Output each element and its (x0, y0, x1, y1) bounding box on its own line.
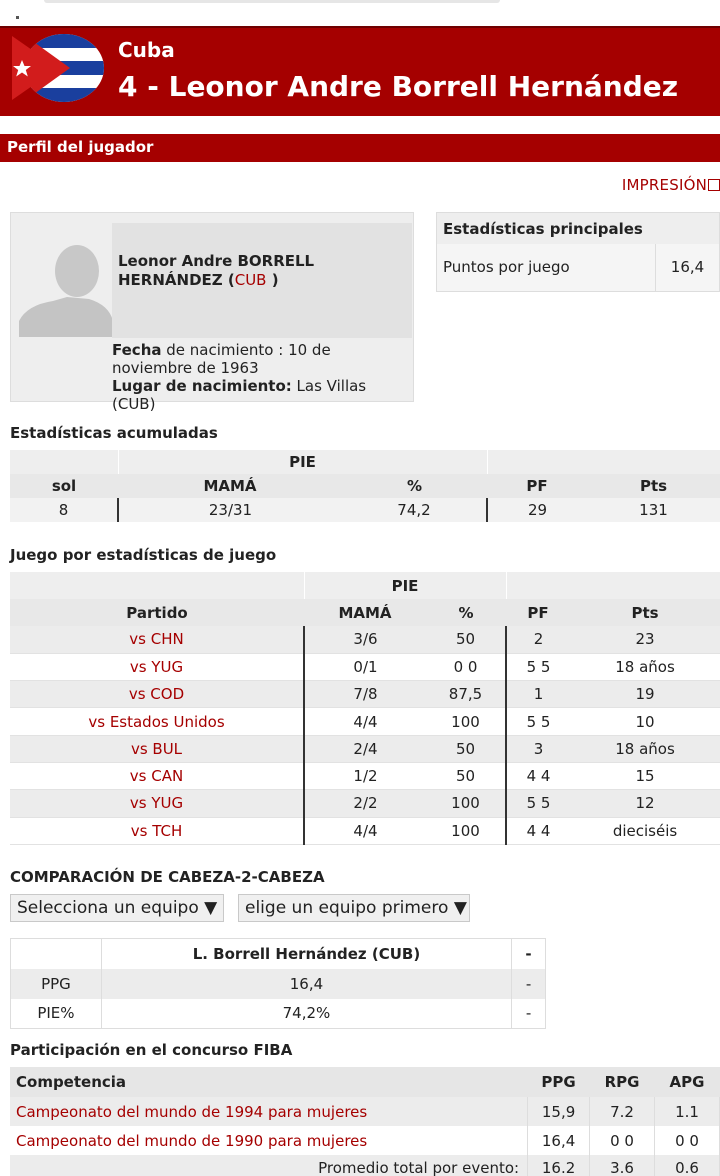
cell: 4 4 (506, 817, 570, 844)
indicator-dot (16, 16, 19, 19)
player-title: 4 - Leonor Andre Borrell Hernández (118, 70, 679, 103)
birth-place (112, 377, 410, 413)
cell: 15,9 (528, 1097, 590, 1126)
cell: 5 5 (506, 653, 570, 680)
competition-link[interactable]: Campeonato del mundo de 1990 para mujeres (10, 1126, 528, 1155)
cell: 4 4 (506, 762, 570, 789)
pg-group-blank2 (506, 572, 720, 599)
cell: 50 (426, 626, 506, 653)
birth-text: de nacimiento : 10 de noviembre de 1963 (112, 341, 331, 377)
cell: dieciséis (570, 817, 720, 844)
place-value: Las Villas (CUB) (112, 377, 367, 413)
team-select-1[interactable] (10, 894, 224, 922)
fiba-header: APG (655, 1067, 720, 1097)
main-stats-title: Estadísticas principales (437, 213, 719, 244)
cum-value: 23/31 (118, 498, 342, 522)
cell: 2 (506, 626, 570, 653)
cell: 15 (570, 762, 720, 789)
cum-value: 131 (587, 498, 720, 522)
player-full-name (118, 252, 404, 290)
table-row-total (10, 1155, 720, 1176)
cell: - (512, 969, 546, 999)
print-link[interactable] (622, 176, 720, 194)
team-select-1-label: Selecciona un equipo (17, 898, 199, 918)
cell: 7/8 (304, 681, 426, 708)
cell: 5 5 (506, 790, 570, 817)
cell: 3/6 (304, 626, 426, 653)
cell: 10 (570, 708, 720, 735)
section-bar: Perfil del jugador (0, 134, 720, 162)
cell: 1.1 (655, 1097, 720, 1126)
cell: 18 años (570, 735, 720, 762)
cell: - (512, 999, 546, 1029)
cell: 16.2 (528, 1155, 590, 1176)
print-icon (708, 179, 720, 191)
table-row (11, 999, 546, 1029)
per-game-title: Juego por estadísticas de juego (10, 546, 277, 564)
h2h-title: COMPARACIÓN DE CABEZA-2-CABEZA (10, 868, 325, 886)
pg-group-blank (10, 572, 304, 599)
pg-header: % (426, 599, 506, 626)
fiba-header: RPG (590, 1067, 655, 1097)
cell: 50 (426, 762, 506, 789)
h2h-player-header: L. Borrell Hernández (CUB) (101, 939, 511, 969)
cum-group-blank (10, 450, 118, 474)
player-name-box (112, 223, 412, 338)
table-row (10, 1126, 720, 1155)
cell: 1/2 (304, 762, 426, 789)
main-stats-box (436, 212, 720, 292)
cell: 16,4 (101, 969, 511, 999)
h2h-other-header: - (512, 939, 546, 969)
cum-group-blank2 (487, 450, 720, 474)
avatar-placeholder-icon (19, 225, 113, 337)
cell: 4/4 (304, 817, 426, 844)
place-label: Lugar de nacimiento: (112, 377, 292, 395)
cumulative-title: Estadísticas acumuladas (10, 424, 218, 442)
cell: 2/4 (304, 735, 426, 762)
table-row (10, 626, 720, 653)
table-row (10, 653, 720, 680)
cell: 1 (506, 681, 570, 708)
cell: 7.2 (590, 1097, 655, 1126)
cuba-flag-icon (12, 32, 104, 104)
birth-date (112, 341, 410, 377)
cell: 19 (570, 681, 720, 708)
cell: 3 (506, 735, 570, 762)
pg-header: Pts (570, 599, 720, 626)
opponent-link[interactable]: vs CAN (10, 762, 304, 789)
pg-header: MAMÁ (304, 599, 426, 626)
page-header (0, 26, 720, 116)
cell: 23 (570, 626, 720, 653)
cell: 18 años (570, 653, 720, 680)
table-row (10, 735, 720, 762)
player-name-text: Leonor Andre BORRELL HERNÁNDEZ ( (118, 252, 315, 289)
table-row (10, 1097, 720, 1126)
pg-header: PF (506, 599, 570, 626)
cum-value: 8 (10, 498, 118, 522)
cell: 3.6 (590, 1155, 655, 1176)
birth-label: Fecha (112, 341, 162, 359)
fiba-table (10, 1067, 720, 1176)
cell: PPG (11, 969, 102, 999)
scrollbar[interactable] (44, 0, 500, 3)
opponent-link[interactable]: vs BUL (10, 735, 304, 762)
table-row (10, 708, 720, 735)
opponent-link[interactable]: vs Estados Unidos (10, 708, 304, 735)
cell: 0.6 (655, 1155, 720, 1176)
cell: PIE% (11, 999, 102, 1029)
cell: 0 0 (426, 653, 506, 680)
cum-header: Pts (587, 474, 720, 498)
cumulative-stats-table (10, 450, 720, 522)
player-name-close: ) (266, 271, 279, 289)
cell: 5 5 (506, 708, 570, 735)
fiba-header: Competencia (10, 1067, 528, 1097)
opponent-link[interactable]: vs COD (10, 681, 304, 708)
dropdown-arrow-icon: ▼ (453, 898, 467, 918)
pg-header: Partido (10, 599, 304, 626)
team-select-2[interactable] (238, 894, 470, 922)
cum-header: sol (10, 474, 118, 498)
cell: 87,5 (426, 681, 506, 708)
cum-header: % (342, 474, 487, 498)
cell: 12 (570, 790, 720, 817)
player-profile-card (10, 212, 414, 413)
fiba-header: PPG (528, 1067, 590, 1097)
cum-group-header: PIE (118, 450, 487, 474)
per-game-table (10, 572, 720, 845)
cell: 4/4 (304, 708, 426, 735)
cell: 100 (426, 790, 506, 817)
cell: 0/1 (304, 653, 426, 680)
table-row (10, 681, 720, 708)
print-label: IMPRESIÓN (621, 176, 707, 194)
cum-value: 29 (487, 498, 587, 522)
cell: 16,4 (528, 1126, 590, 1155)
opponent-link[interactable]: vs TCH (10, 817, 304, 844)
main-stats-value: 16,4 (655, 244, 719, 291)
cell: 100 (426, 817, 506, 844)
h2h-table (10, 938, 546, 1029)
opponent-link[interactable]: vs CHN (10, 626, 304, 653)
main-stats-label: Puntos por juego (443, 258, 570, 276)
main-stats-row (437, 244, 719, 291)
dropdown-arrow-icon: ▼ (204, 898, 218, 918)
h2h-blank (11, 939, 102, 969)
cell: 50 (426, 735, 506, 762)
opponent-link[interactable]: vs YUG (10, 653, 304, 680)
player-bio (112, 341, 410, 413)
cum-value: 74,2 (342, 498, 487, 522)
opponent-link[interactable]: vs YUG (10, 790, 304, 817)
total-label: Promedio total por evento: (10, 1155, 528, 1176)
competition-link[interactable]: Campeonato del mundo de 1994 para mujeres (10, 1097, 528, 1126)
cell: 0 0 (655, 1126, 720, 1155)
cum-header: PF (487, 474, 587, 498)
team-select-2-label: elige un equipo primero (245, 898, 449, 918)
cum-header: MAMÁ (118, 474, 342, 498)
pg-group-header: PIE (304, 572, 506, 599)
top-strip (0, 0, 720, 26)
table-row (10, 790, 720, 817)
cell: 100 (426, 708, 506, 735)
cell: 74,2% (101, 999, 511, 1029)
fiba-title: Participación en el concurso FIBA (10, 1041, 293, 1059)
table-row (10, 762, 720, 789)
country-link[interactable]: CUB (234, 271, 267, 289)
country-name: Cuba (118, 38, 175, 62)
cell: 2/2 (304, 790, 426, 817)
cell: 0 0 (590, 1126, 655, 1155)
table-row (11, 969, 546, 999)
table-row (10, 817, 720, 844)
